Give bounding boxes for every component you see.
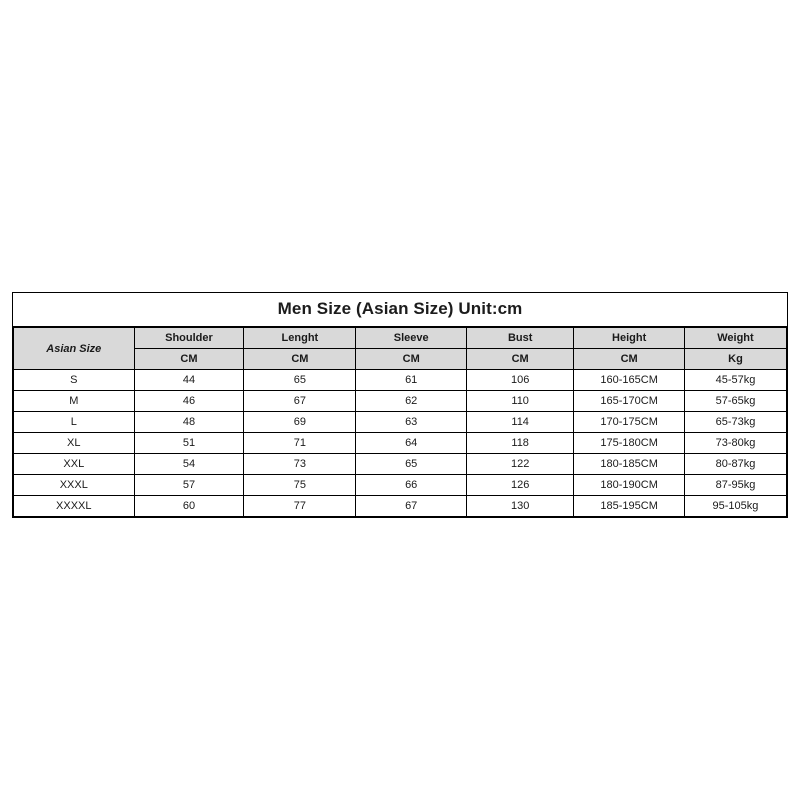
cell-weight: 95-105kg	[684, 496, 786, 517]
table-row	[14, 454, 787, 475]
page-title: Men Size (Asian Size) Unit:cm	[13, 293, 787, 327]
cell-sleeve: 61	[356, 370, 467, 391]
cell-shoulder: 60	[134, 496, 244, 517]
table-row	[14, 370, 787, 391]
row-label: S	[14, 370, 135, 391]
cell-bust: 110	[466, 391, 573, 412]
cell-sleeve: 63	[356, 412, 467, 433]
cell-weight: 65-73kg	[684, 412, 786, 433]
cell-height: 175-180CM	[574, 433, 685, 454]
cell-weight: 87-95kg	[684, 475, 786, 496]
cell-lenght: 75	[244, 475, 356, 496]
table-header-row	[14, 328, 787, 349]
cell-weight: 73-80kg	[684, 433, 786, 454]
cell-height: 160-165CM	[574, 370, 685, 391]
cell-bust: 130	[466, 496, 573, 517]
unit-height: CM	[574, 349, 685, 370]
cell-height: 165-170CM	[574, 391, 685, 412]
table-row	[14, 412, 787, 433]
cell-lenght: 65	[244, 370, 356, 391]
row-label: XL	[14, 433, 135, 454]
cell-shoulder: 57	[134, 475, 244, 496]
table-row	[14, 496, 787, 517]
cell-bust: 122	[466, 454, 573, 475]
cell-weight: 45-57kg	[684, 370, 786, 391]
row-label: L	[14, 412, 135, 433]
cell-lenght: 67	[244, 391, 356, 412]
cell-sleeve: 64	[356, 433, 467, 454]
size-chart	[12, 292, 788, 518]
cell-sleeve: 65	[356, 454, 467, 475]
size-table	[13, 327, 787, 517]
cell-shoulder: 44	[134, 370, 244, 391]
table-row	[14, 433, 787, 454]
unit-weight: Kg	[684, 349, 786, 370]
column-header-lenght: Lenght	[244, 328, 356, 349]
cell-bust: 106	[466, 370, 573, 391]
cell-bust: 126	[466, 475, 573, 496]
unit-shoulder: CM	[134, 349, 244, 370]
unit-bust: CM	[466, 349, 573, 370]
cell-lenght: 73	[244, 454, 356, 475]
cell-shoulder: 46	[134, 391, 244, 412]
cell-lenght: 77	[244, 496, 356, 517]
cell-sleeve: 66	[356, 475, 467, 496]
column-header-shoulder: Shoulder	[134, 328, 244, 349]
row-label: XXL	[14, 454, 135, 475]
cell-shoulder: 51	[134, 433, 244, 454]
cell-height: 170-175CM	[574, 412, 685, 433]
cell-height: 180-185CM	[574, 454, 685, 475]
cell-lenght: 71	[244, 433, 356, 454]
column-header-sleeve: Sleeve	[356, 328, 467, 349]
cell-height: 180-190CM	[574, 475, 685, 496]
unit-lenght: CM	[244, 349, 356, 370]
cell-bust: 114	[466, 412, 573, 433]
cell-lenght: 69	[244, 412, 356, 433]
row-label: XXXL	[14, 475, 135, 496]
column-header-bust: Bust	[466, 328, 573, 349]
cell-weight: 57-65kg	[684, 391, 786, 412]
cell-sleeve: 67	[356, 496, 467, 517]
row-label: XXXXL	[14, 496, 135, 517]
table-row	[14, 391, 787, 412]
table-row	[14, 475, 787, 496]
column-header-weight: Weight	[684, 328, 786, 349]
cell-shoulder: 48	[134, 412, 244, 433]
cell-bust: 118	[466, 433, 573, 454]
unit-sleeve: CM	[356, 349, 467, 370]
cell-sleeve: 62	[356, 391, 467, 412]
cell-shoulder: 54	[134, 454, 244, 475]
column-header-height: Height	[574, 328, 685, 349]
row-label: M	[14, 391, 135, 412]
cell-height: 185-195CM	[574, 496, 685, 517]
cell-weight: 80-87kg	[684, 454, 786, 475]
corner-label: Asian Size	[14, 328, 135, 370]
